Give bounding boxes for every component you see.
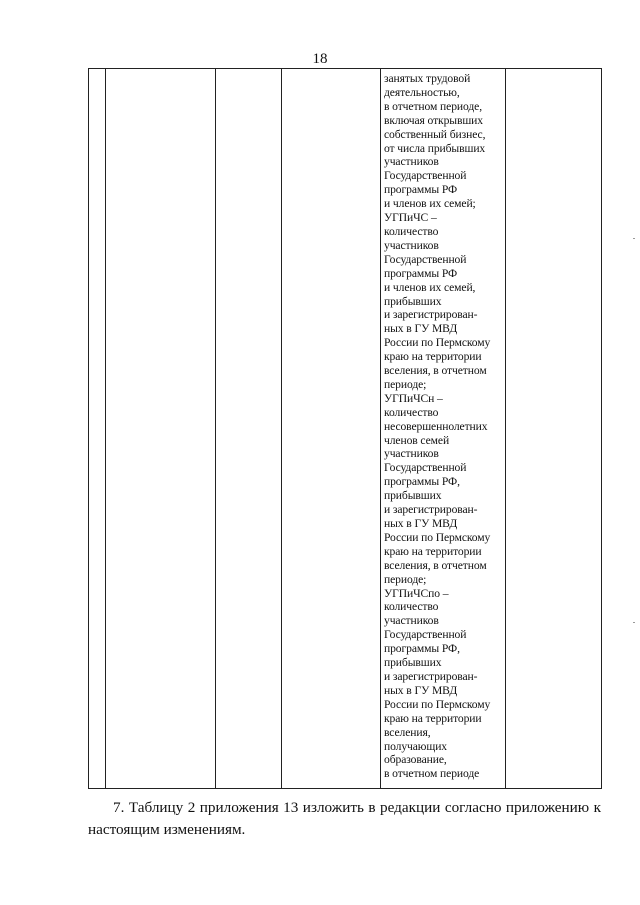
table-cell-value bbox=[282, 69, 381, 789]
page-number: 18 bbox=[312, 51, 328, 67]
table-cell-source bbox=[506, 69, 602, 789]
table-cell-method bbox=[381, 69, 506, 789]
scan-artifact bbox=[633, 622, 635, 623]
table-cell-name bbox=[106, 69, 216, 789]
continuation-table bbox=[88, 68, 602, 789]
scan-artifact bbox=[633, 238, 635, 239]
table-cell-number bbox=[89, 69, 106, 789]
amendment-paragraph: 7. Таблицу 2 приложения 13 изложить в редакции согласно приложению к настоящим изменениям. bbox=[88, 799, 601, 838]
table-row bbox=[89, 69, 602, 789]
table-cell-unit bbox=[216, 69, 282, 789]
calculation-method-text: занятых трудовой деятельностью, в отчетном периоде, включая открывших собственный бизнес, от числа прибывших участников Государственной программы РФ и членов их семей; УГПиЧС – количество участников Государственной программы РФ и членов их семей, прибывших и зарегистрирован- ных в ГУ МВД России по Пермскому краю на территории вселения, в отчетном периоде; УГПиЧСн – количество несовершеннолетних членов семей участников Государственной программы РФ, прибывших и зарегистрирован- ных в ГУ МВД России по Пермскому краю на территории вселения, в отчетном периоде; УГПиЧСпо – количество участников Государственной программы РФ, прибывших и зарегистрирован- ных в ГУ МВД России по Пермскому краю на территории вселения, получающих образование, в отчетном периоде bbox=[384, 72, 491, 781]
